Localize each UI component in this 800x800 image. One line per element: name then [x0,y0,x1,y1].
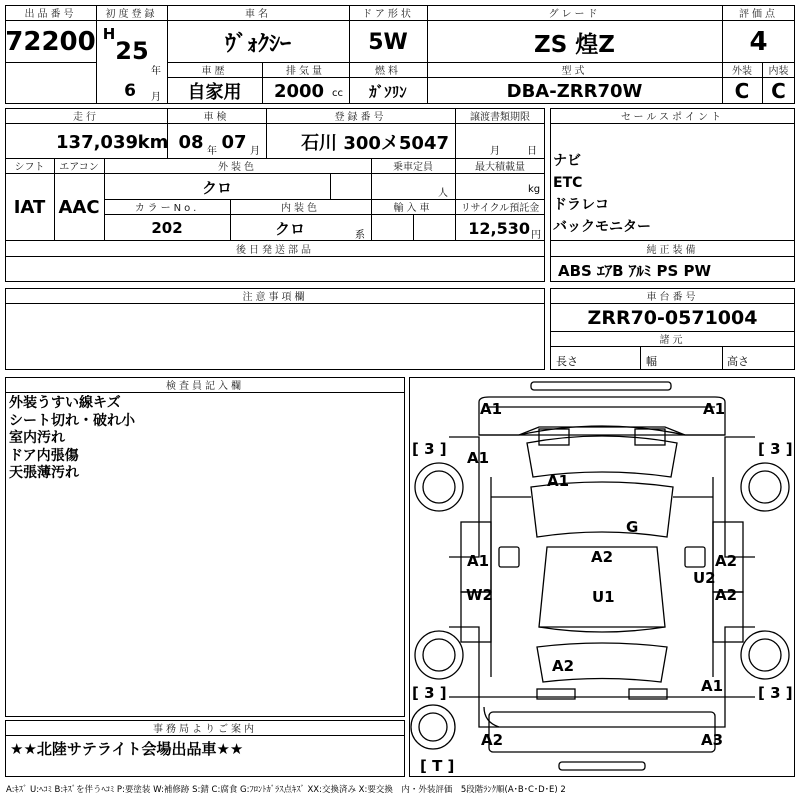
door-type-value: 5W [368,29,408,55]
inspector-note-line: ドア内張傷 [9,447,79,464]
sales-point-item: ドラレコ [553,197,609,213]
damage-mark: U1 [592,588,615,606]
transfer-header: 譲渡書類期限 [470,112,530,123]
tire-grade: [ 3 ] [758,440,793,458]
int-color-value: クロ [274,219,305,238]
yen-unit: 円 [531,230,541,241]
sales-point-item: ナビ [553,153,581,169]
grade-value: ZS 煌Z [534,31,615,58]
era-value: H [102,25,116,43]
office-header: 事務局よりご案内 [153,724,257,735]
door-type-header: ドア形状 [362,9,414,20]
sales-point-list [553,150,793,240]
reg-year-value: 25 [115,37,149,65]
kg-unit: kg [528,184,541,195]
persons-unit: 人 [438,188,448,199]
tire-grade: [ 3 ] [412,440,447,458]
inspector-note-line: 外装うすい線キズ [9,395,121,411]
exterior-header: 外装 [732,66,752,77]
damage-mark: A1 [701,677,724,695]
insp-year-unit: 年 [207,146,217,157]
month-unit: 月 [151,92,161,103]
later-parts-header: 後日発送部品 [236,244,314,256]
color-header: 外装色 [218,162,257,173]
inspector-note-line: 室内汚れ [9,430,65,446]
model-code-value: DBA-ZRR70W [506,80,643,102]
capacity-header: 乗車定員 [393,162,433,173]
reg-month-value: 6 [124,81,136,101]
color-no-header: カラーNo. [134,203,200,214]
legend: A:ｷｽﾞ U:ﾍｺﾐ B:ｷｽﾞを伴うﾍｺﾐ P:要塗装 W:補修跡 S:錆 C:腐食 G:ﾌﾛﾝﾄｶﾞﾗｽ点ｷｽﾞ XX:交換済み X:要交換 内・外装評価 5段階ﾗﾝｸ順(A･B･C･D･E) 2 [6,785,566,795]
insp-month-unit: 月 [250,146,260,157]
tire-grade: [ 3 ] [412,684,447,702]
width-label: 幅 [646,355,657,368]
history-header: 車歴 [201,66,228,77]
color-no-value: 202 [151,219,183,237]
fuel-value: ｶﾞｿﾘﾝ [369,82,407,101]
shift-header: シフト [14,162,45,173]
displacement-value: 2000 [273,80,325,102]
import-header: 輸入車 [393,203,433,214]
mileage-header: 走行 [73,112,99,123]
cc-unit: cc [332,88,343,99]
chassis-header: 車台番号 [646,292,699,303]
inspector-header: 検査員記入欄 [166,381,244,392]
kei-unit: 系 [355,230,365,241]
lot-no-value: 72200 [5,27,96,57]
damage-mark: A2 [591,548,614,566]
damage-mark: A1 [547,472,570,490]
spare-tire-grade: [ T ] [420,757,455,775]
chassis-value: ZRR70-0571004 [587,306,758,329]
specs-header: 諸元 [659,335,686,346]
score-header: 評価点 [739,9,778,20]
caution-header: 注意事項欄 [242,292,308,303]
transfer-month-unit: 月 [490,146,500,157]
fuel-header: 燃料 [375,66,401,77]
km-unit: km [137,131,169,153]
inspector-note-line: 天張薄汚れ [9,465,79,481]
recycle-value: 12,530 [468,218,530,238]
damage-mark: A2 [715,552,738,570]
genuine-header: 純正装備 [646,244,699,256]
damage-mark: A2 [481,731,504,749]
length-label: 長さ [556,355,578,368]
grade-header: グレード [548,9,601,20]
interior-value: C [771,79,786,103]
insp-month-value: 07 [221,131,247,153]
sales-point-item: ETC [553,175,583,191]
score-value: 4 [749,27,768,57]
damage-mark: U2 [693,569,716,587]
damage-mark: A1 [480,400,503,418]
recycle-header: リサイクル預託金 [460,203,540,214]
damage-mark: G [626,518,639,536]
sales-point-item: バックモニター [553,219,651,235]
displacement-header: 排気量 [286,66,325,77]
color-value: クロ [201,178,232,197]
damage-mark: A1 [467,552,490,570]
damage-mark: A1 [703,400,726,418]
interior-header: 内装 [768,66,789,77]
aircon-value: AAC [58,197,100,218]
reg-no-value: 石川 300メ5047 [301,133,449,154]
damage-mark: A2 [552,657,575,675]
car-name-header: 車名 [245,9,271,20]
reg-no-header: 登録番号 [334,112,387,123]
damage-mark: W2 [466,586,493,604]
genuine-value: ABS ｴｱB ｱﾙﾐ PS PW [558,261,712,280]
inspection-header: 車検 [203,112,230,123]
first-reg-header: 初度登録 [105,9,158,20]
inspector-note-line: シート切れ・破れ小 [9,412,135,429]
inspector-notes [9,395,399,495]
sales-point-header: セールスポイント [620,112,725,123]
damage-mark: A2 [715,586,738,604]
history-value: 自家用 [187,82,242,103]
damage-mark: A1 [467,449,490,467]
tire-grade: [ 3 ] [758,684,793,702]
year-unit: 年 [151,66,161,77]
office-notice: ★★北陸サテライト会場出品車★★ [10,739,244,758]
height-label: 高さ [727,355,749,368]
mileage-value: 137,039 [56,131,138,153]
insp-year-value: 08 [178,131,204,153]
max-load-header: 最大積載量 [475,162,525,173]
aircon-header: エアコン [59,162,99,173]
model-code-header: 型式 [561,66,588,77]
car-name-value: ｳﾞｫｸｼｰ [224,31,291,57]
car-diagram [409,377,795,777]
transfer-day-unit: 日 [527,146,537,157]
shift-value: IAT [13,197,46,218]
int-color-header: 内装色 [281,203,320,214]
damage-mark: A3 [701,731,724,749]
exterior-value: C [734,79,750,103]
lot-no-header: 出品番号 [24,9,77,20]
